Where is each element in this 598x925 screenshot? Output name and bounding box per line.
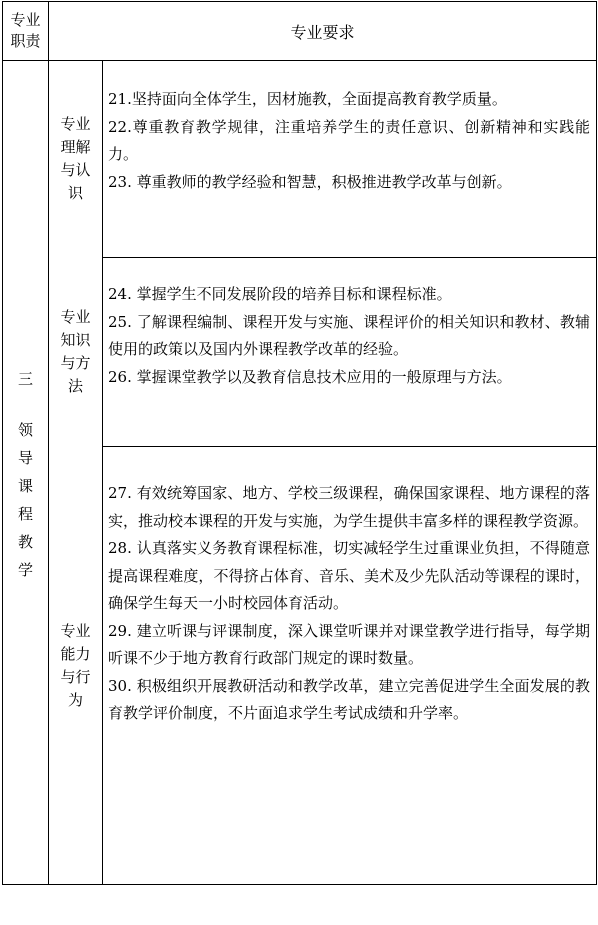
duty-number: 三 [17,370,33,388]
requirement-item: 22.尊重教育教学规律，注重培养学生的责任意识、创新精神和实践能力。 [108,117,590,163]
subcategory-label: 专业 理解 与认 识 [60,115,91,202]
subcategory-column-divider [102,60,103,885]
border-right [596,1,597,885]
requirements-knowledge [108,281,590,391]
header-duty-label: 专业 职责 [10,11,41,50]
requirement-item: 23. 尊重教师的教学经验和智慧，积极推进教学改革与创新。 [108,172,512,191]
requirement-item: 26. 掌握课堂教学以及教育信息技术应用的一般原理与方法。 [108,367,512,386]
requirement-item: 24. 掌握学生不同发展阶段的培养目标和课程标准。 [108,285,452,303]
requirements-understanding [108,86,590,196]
header-requirement-label: 专业要求 [290,22,355,42]
subcategory-cell-ability [49,447,102,884]
section-divider-2 [102,446,597,447]
subcategory-label: 专业 能力 与行 为 [60,621,91,709]
subcategory-label: 专业 知识 与方 法 [60,308,91,395]
section-divider-1 [102,257,597,258]
subcategory-cell-knowledge [49,258,102,446]
subcategory-cell-understanding [49,61,102,257]
duty-cell [3,61,48,884]
requirement-item: 29. 建立听课与评课制度，深入课堂听课并对课堂教学进行指导，每学期听课不少于地方教育行政部门规定的课时数量。 [108,621,590,667]
header-duty-cell [3,2,48,60]
duty-title: 领 导 课 程 教 学 [17,421,33,579]
requirement-item: 25. 了解课程编制、课程开发与实施、课程评价的相关知识和教材、教辅使用的政策以及国内外课程教学改革的经验。 [108,312,590,358]
requirement-item: 30. 积极组织开展教研活动和教学改革，建立完善促进学生全面发展的教育教学评价制度，不片面追求学生考试成绩和升学率。 [108,676,590,722]
header-requirement-cell [49,2,596,60]
requirement-item: 28. 认真落实义务教育课程标准，切实减轻学生过重课业负担，不得随意提高课程难度，不得挤占体育、音乐、美术及少先队活动等课程的课时，确保学生每天一小时校园体育活动。 [108,539,590,612]
border-bottom [2,884,597,885]
requirement-item: 27. 有效统筹国家、地方、学校三级课程，确保国家课程、地方课程的落实，推动校本课程的开发与实施，为学生提供丰富多样的课程教学资源。 [108,484,590,530]
requirement-item: 21.坚持面向全体学生，因材施教，全面提高教育教学质量。 [108,90,507,108]
requirements-ability [108,480,590,728]
